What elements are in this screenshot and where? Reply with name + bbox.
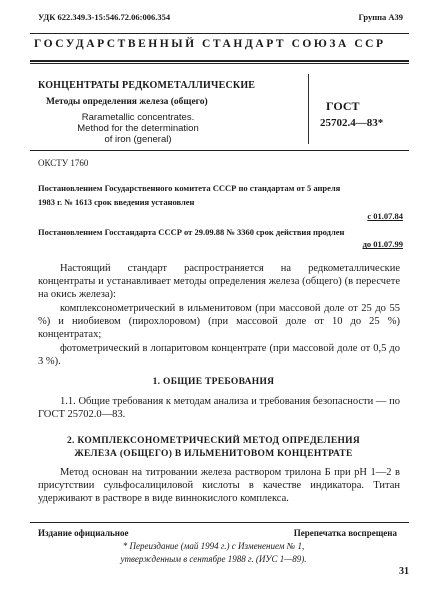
decree-date2: до 01.07.99 <box>362 239 403 249</box>
decree-date1: с 01.07.84 <box>367 211 403 221</box>
document-subtitle: Методы определения железа (общего) <box>46 97 208 107</box>
reprint-label: Перепечатка воспрещена <box>293 528 397 538</box>
gost-label: ГОСТ <box>326 99 360 113</box>
standard-banner: ГОСУДАРСТВЕННЫЙ СТАНДАРТ СОЮЗА ССР <box>34 38 386 50</box>
section2-title-line1: 2. КОМПЛЕКСОНОМЕТРИЧЕСКИЙ МЕТОД ОПРЕДЕЛЕНИЯ <box>67 436 360 446</box>
top-rule <box>30 33 409 34</box>
section1-title: 1. ОБЩИЕ ТРЕБОВАНИЯ <box>152 377 275 387</box>
udk-code: УДК 622.349.3-15:546.72.06:006.354 <box>38 12 171 22</box>
title-divider <box>308 74 309 144</box>
english-title <box>38 112 238 145</box>
decree-block <box>38 181 400 209</box>
gost-number: 25702.4—83* <box>320 117 384 129</box>
method-item-1: комплексонометрический в ильменитовом (при массовой доле от 25 до 55 %) и ниобиевом (пирохлоровом) (при массовой доле от 10 до 25 %) концентратах; <box>38 303 400 340</box>
okstu-code: ОКСТУ 1760 <box>38 158 89 168</box>
decree-extension: Постановлением Госстандарта СССР от 29.09.88 № 3360 срок действия продлен <box>38 227 345 237</box>
banner-rule-thin <box>30 63 409 64</box>
english-title-line2: Method for the determination <box>77 123 199 134</box>
banner-rule <box>30 60 409 62</box>
decree-line2: 1983 г. № 1613 срок введения установлен <box>38 197 195 207</box>
reissue-note-line1: * Переиздание (май 1994 г.) с Изменением № 1, <box>122 541 305 551</box>
english-title-line1: Rarametallic concentrates. <box>81 112 195 123</box>
method-item-2: фотометрический в лопаритовом концентрате (при массовой доле от 0,5 до 3 %). <box>38 343 400 367</box>
title-block <box>38 80 278 145</box>
intro-paragraph: Настоящий стандарт распространяется на редкометаллические концентраты и устанавливает методы определения железа (общего) (в пересчете на окись железа): <box>38 263 400 300</box>
section2-title-line2: ЖЕЛЕЗА (ОБЩЕГО) В ИЛЬМЕНИТОВОМ КОНЦЕНТРАТЕ <box>74 449 353 459</box>
footer-rule <box>30 522 409 523</box>
section2-text: Метод основан на титровании железа раствором трилона Б при pH 1—2 в присутствии сульфосалициловой кислоты в качестве индикатора. Титан удерживают в растворе в виде виннокислого комплекса. <box>38 467 400 504</box>
document-title: КОНЦЕНТРАТЫ РЕДКОМЕТАЛЛИЧЕСКИЕ <box>38 80 256 91</box>
page-number: 31 <box>399 566 409 577</box>
title-bottom-rule <box>30 150 409 151</box>
english-title-line3: of iron (general) <box>104 134 172 145</box>
reissue-note-line2: утвержденным в сентябре 1988 г. (ИУС 1—89). <box>120 554 307 564</box>
edition-label: Издание официальное <box>38 528 129 538</box>
section1-text: 1.1. Общие требования к методам анализа и требования безопасности — по ГОСТ 25702.0—83. <box>38 396 400 420</box>
group-code: Группа А39 <box>358 12 403 22</box>
decree-line1: Постановлением Государственного комитета СССР по стандартам от 5 апреля <box>38 183 341 193</box>
